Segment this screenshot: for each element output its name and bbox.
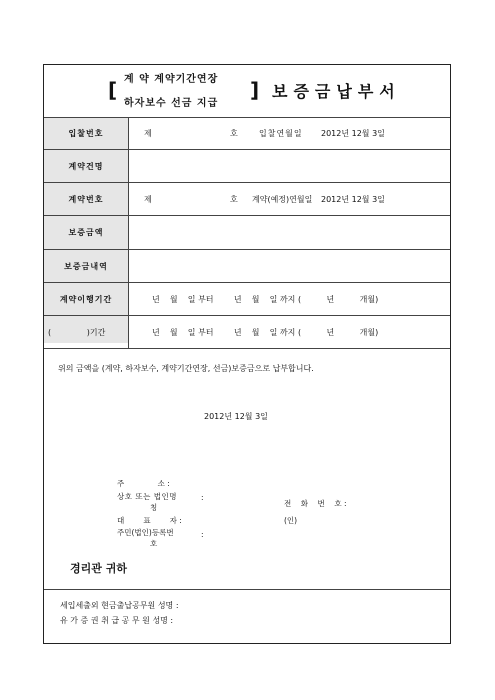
bid-number-ho: 호: [230, 129, 238, 138]
registration-number-label: 주민(법인)등록번: [117, 528, 174, 537]
divider: [44, 117, 450, 118]
company-name-colon: :: [201, 493, 204, 502]
divider: [44, 348, 450, 349]
address-label: 주 소 :: [117, 479, 170, 488]
divider: [44, 182, 450, 183]
bracket-open: [: [108, 78, 118, 102]
form-title: 보증금납부서: [272, 82, 401, 101]
contract-number-label: 계약번호: [68, 195, 104, 204]
payment-statement: 위의 금액을 (계약, 하자보수, 계약기간연장, 선금)보증금으로 납부합니다.: [58, 364, 314, 373]
company-name-label-cont: 칭: [150, 503, 158, 512]
securities-officer-name-label: 유 가 증 권 취 급 공 무 원 성명 :: [60, 616, 174, 625]
divider: [44, 249, 450, 250]
contract-number-ho: 호: [230, 195, 238, 204]
seal-mark: (인): [284, 516, 298, 525]
divider: [44, 282, 450, 283]
bid-date-label: 입찰연월일: [259, 129, 303, 138]
bid-date-value: 2012년 12월 3일: [321, 129, 385, 138]
statement-date: 2012년 12월 3일: [204, 412, 268, 421]
bracket-close: ]: [250, 78, 260, 102]
deposit-payment-form: [43, 64, 451, 644]
other-period-value: 년 월 일 부터 년 월 일 까지 ( 년 개월): [152, 328, 379, 337]
other-period-label: ( )기간: [48, 328, 106, 337]
registration-number-colon: :: [201, 530, 204, 539]
registration-number-label-cont: 호: [150, 539, 158, 548]
bid-number-label: 입찰번호: [68, 129, 104, 138]
performance-period-value: 년 월 일 부터 년 월 일 까지 ( 년 개월): [152, 295, 379, 304]
performance-period-label: 계약이행기간: [59, 295, 113, 304]
title-line-2: 하자보수 선금 지급: [124, 98, 219, 109]
representative-label: 대 표 자 :: [117, 516, 182, 525]
deposit-amount-label: 보증금액: [68, 228, 104, 237]
company-name-label: 상호 또는 법인명: [117, 492, 177, 501]
cash-officer-name-label: 세입세출외 현금출납공무원 성명 :: [60, 601, 179, 610]
contract-date-value: 2012년 12월 3일: [321, 195, 385, 204]
title-line-1: 계 약 계약기간연장: [124, 74, 219, 85]
deposit-detail-label: 보증금내역: [64, 262, 108, 271]
divider: [44, 589, 450, 590]
divider: [44, 215, 450, 216]
column-divider: [128, 117, 129, 348]
divider: [44, 315, 450, 316]
contract-date-label: 계약(예정)연월일: [252, 195, 313, 204]
contract-number-prefix: 제: [144, 195, 152, 204]
bid-number-prefix: 제: [144, 129, 152, 138]
phone-label: 전 화 번 호 :: [284, 499, 347, 508]
contract-name-label: 계약건명: [68, 162, 104, 171]
divider: [44, 149, 450, 150]
addressee: 경리관 귀하: [70, 562, 127, 575]
